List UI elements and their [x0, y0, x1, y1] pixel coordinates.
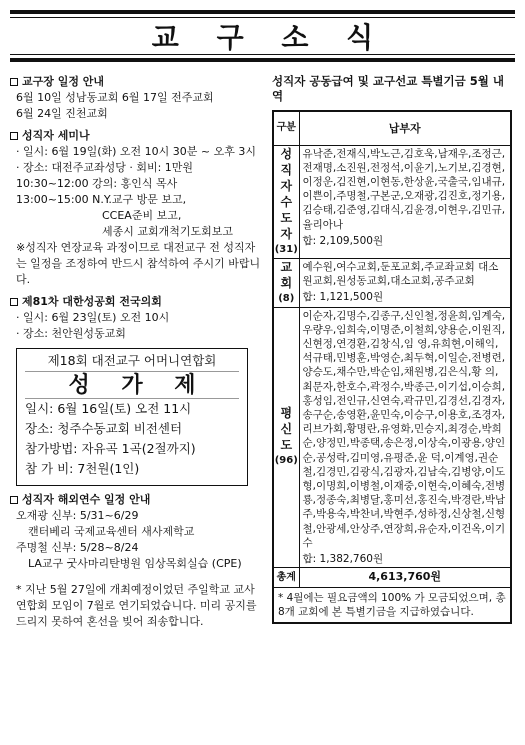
- event-subtitle: 제18회 대전교구 어머니연합회: [25, 353, 239, 372]
- footnote-row: [273, 588, 511, 624]
- checkbox-square-icon: [10, 132, 18, 140]
- right-column: [268, 68, 515, 735]
- fund-report-title: 성직자 공동급여 및 교구선교 특별기금 5월 내역: [272, 74, 504, 103]
- newsletter-page: [10, 10, 515, 735]
- seminar-line: · 장소: 대전주교좌성당 · 회비: 1만원: [16, 161, 194, 174]
- column-header-category: 구분: [273, 111, 299, 145]
- seminar-line: 10:30~12:00 강의: 홍인식 목사: [16, 177, 178, 190]
- checkbox-square-icon: [10, 78, 18, 86]
- checkbox-square-icon: [10, 496, 18, 504]
- seminar-line: · 일시: 6월 19일(화) 오전 10시 30분 ~ 오후 3시: [16, 145, 256, 158]
- row-sum: 합: 2,109,500원: [302, 234, 384, 247]
- masthead: [10, 10, 515, 62]
- checkbox-square-icon: [10, 298, 18, 306]
- category-cell: [273, 145, 299, 258]
- seminar-note: ※성직자 연장교육 과정이므로 대전교구 전 성직자는 일정을 조정하여 반드시 참석하여 주시기 바랍니다.: [16, 241, 261, 286]
- choir-festival-box: [16, 348, 248, 486]
- donor-names-cell: [299, 145, 511, 258]
- event-row: 장소: 청주수동교회 비전센터: [25, 421, 183, 436]
- row-sum: 합: 1,121,500원: [302, 290, 384, 303]
- table-row: [273, 307, 511, 568]
- training-line: 오재광 신부: 5/31~6/29: [16, 509, 139, 522]
- training-line: 주명철 신부: 5/28~8/24: [16, 541, 139, 554]
- event-row: 참가방법: 자유곡 1곡(2절까지): [25, 441, 196, 456]
- donor-names: 예수원,여수교회,둔포교회,주교좌교회 대소원교회,원성동교회,대소교회,공주교회: [302, 260, 499, 287]
- table-header-row: [273, 111, 511, 145]
- footnote: * 4월에는 필요금액의 100% 가 모금되었으며, 총 8개 교회에 본 특별기금을 지급하였습니다.: [273, 588, 511, 624]
- page-title: 교 구 소 식: [151, 21, 388, 54]
- category-count: (31): [274, 243, 298, 255]
- section-title-council: 제81차 대한성공회 전국의회: [10, 294, 262, 310]
- section-title-training: 성직자 해외연수 일정 안내: [10, 492, 262, 508]
- category-count: (8): [278, 292, 295, 304]
- total-row: [273, 568, 511, 588]
- donor-names: 유낙준,전재식,박노근,김호욱,남재우,조정근,전재명,소진원,전정석,이윤기,노기보,김경현,이정운,김진현,이현동,한상윤,국출국,임내규,이쁜이,주명철,구본군,오재광,김진호,정기용,김승태,김준영,김대식,김윤경,이현우,김민규,율리아나: [302, 147, 506, 231]
- council-line: · 일시: 6월 23일(토) 오전 10시: [16, 311, 170, 324]
- category-cell: [273, 258, 299, 307]
- row-sum: 합: 1,382,760원: [302, 552, 384, 565]
- table-row: [273, 258, 511, 307]
- category-count: (96): [274, 455, 298, 467]
- seminar-line: 세종시 교회개척기도회보고: [102, 225, 234, 238]
- bishop-line: 6월 24일 진천교회: [16, 107, 108, 120]
- training-line: LA교구 굿사마리탄병원 임상목회실습 (CPE): [28, 557, 242, 570]
- category-label: 성직자수도자: [280, 146, 293, 241]
- council-line: · 장소: 천안원성동교회: [16, 327, 126, 340]
- left-column: [10, 68, 262, 735]
- training-line: 캔터베리 국제교육센터 새사제학교: [28, 525, 195, 538]
- seminar-line: 13:00~15:00 N.Y.교구 방문 보고,: [16, 193, 187, 206]
- category-label: 평신도: [280, 406, 293, 453]
- event-row: 일시: 6월 16일(토) 오전 11시: [25, 401, 192, 416]
- event-title: 성 가 제: [25, 372, 239, 399]
- section-title-seminar: 성직자 세미나: [10, 128, 262, 144]
- donor-names-cell: [299, 258, 511, 307]
- column-header-donors: 납부자: [299, 111, 511, 145]
- notice-text: * 지난 5월 27일에 개최예정이었던 주일학교 교사연합회 모임이 7월로 연기되었습니다. 미리 공지를 드리지 못하여 혼선을 빚어 죄송합니다.: [16, 583, 257, 628]
- bishop-line: 6월 10일 성남동교회 6월 17일 전주교회: [16, 91, 214, 104]
- category-label: 교회: [280, 259, 293, 290]
- category-cell: [273, 307, 299, 568]
- total-amount: 4,613,760원: [299, 568, 511, 588]
- section-title-bishop: 교구장 일정 안내: [10, 74, 262, 90]
- donor-names: 이순자,김명수,김종구,신인철,정윤희,임계숙,우량우,임희숙,이명준,이철희,양용순,이원직,신현정,연경환,김창식,임 영,유희현,이해익,석규태,민병훈,박영순,최두혁,이일순,전병련,양승도,채수만,박순임,채원병,김은식,황 의,최문자,한호수,곽정수,박종근,이기섭,이승희,홍성임,전인규,신연숙,곽규민,김경선,김경자,송구순,송영환,윤민숙,이승구,이용호,조경자,리브가회,황명란,유영화,민승지,최경순,박희순,양정민,박종택,송은정,이상숙,이광용,양인순,공성락,김미영,유평준,윤 덕,이계영,권순철,김경민,김광식,김광자,김남숙,김병양,이도형,이명희,이병철,이재중,이현숙,이혜숙,전병룡,정종숙,최병달,홍미선,홍진숙,박경란,박남주,박용숙,박찬녀,박현주,성하정,신상철,신형철,안광세,안상주,연장희,유순자,이건옥,이기수: [302, 309, 506, 549]
- seminar-line: CCEA준비 보고,: [102, 209, 182, 222]
- table-row: [273, 145, 511, 258]
- event-row: 참 가 비: 7천원(1인): [25, 461, 140, 476]
- total-label: 총계: [273, 568, 299, 588]
- donor-names-cell: [299, 307, 511, 568]
- donor-table: [272, 110, 512, 624]
